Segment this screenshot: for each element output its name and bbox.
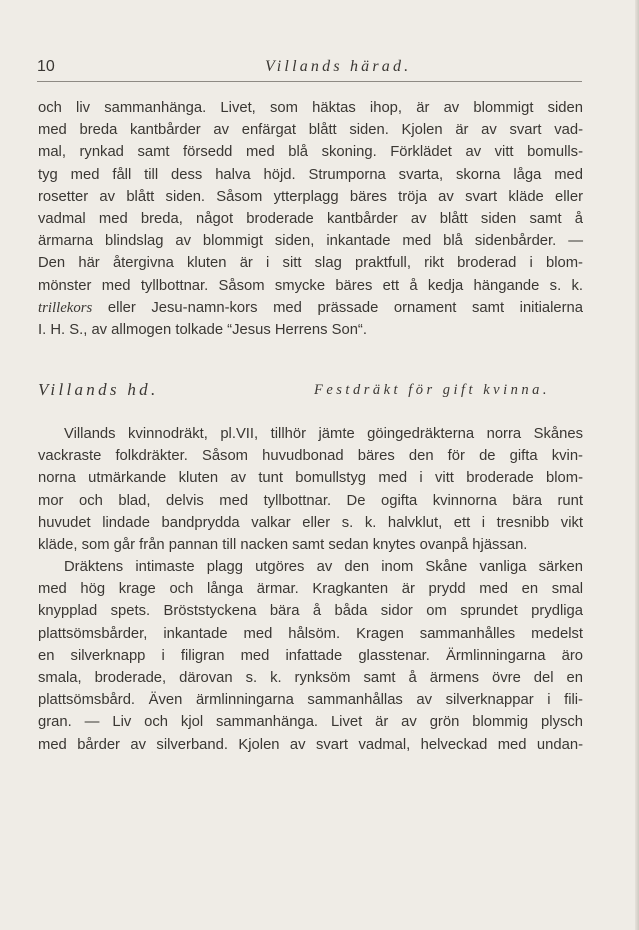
text-line: plattsömsbård. Även ärmlinningarna sammanhållas av silverknappar i fili-: [38, 692, 583, 709]
text-line: med breda kantbårder av enfärgat blått siden. Kjolen är av svart vad-: [38, 122, 583, 139]
text-line: rosetter av blått siden. Såsom ytterplagg bäres tröja av svart kläde eller: [38, 188, 583, 205]
section-subtitle: Festdräkt för gift kvinna.: [314, 382, 550, 398]
section-title: Villands hd.: [38, 380, 159, 399]
text-line: mal, rynkad samt försedd med blå skoning. Förklädet av vitt bomulls-: [38, 144, 583, 161]
page-number: 10: [37, 58, 55, 75]
text-line: plattsömsbårder, inkantade med hålsöm. Kragen sammanhålles medelst: [38, 625, 583, 642]
text-line: en silverknapp i filigran med infattade glasstenar. Ärmlinningarna äro: [38, 647, 583, 664]
page-edge: [635, 0, 639, 930]
text-line: vadmal med breda, något broderade kantbårder av blått siden samt å: [38, 210, 583, 227]
text-line: norna utmärkande kluten av tunt bomullstyg med i vitt broderade blom-: [38, 470, 583, 487]
text-line: vackraste folkdräkter. Såsom huvudbonad bäres den för de gifta kvin-: [38, 448, 583, 465]
text-line: huvudet lindade bandprydda valkar eller s. k. halvklut, ett i tresnibb vikt: [38, 514, 583, 531]
running-title: Villands härad.: [265, 58, 412, 75]
text-line: smala, broderade, därovan s. k. rynksöm samt å ärmens övre del en: [38, 669, 583, 686]
text-line: Dräktens intimaste plagg utgöres av den inom Skåne vanliga särken: [64, 559, 583, 575]
text-line: med bårder av silverband. Kjolen av svart vadmal, helveckad med undan-: [38, 736, 583, 753]
text-line: I. H. S., av allmogen tolkade “Jesus Herrens Son“.: [38, 321, 367, 338]
text-line: mönster med tyllbottnar. Såsom smycke bäres ett å kedja hängande s. k.: [38, 277, 583, 294]
italic-term: trillekors: [38, 299, 93, 316]
paragraph-2: [38, 423, 583, 556]
text-run: eller Jesu-namn-kors med prässade ornament samt initialerna: [92, 299, 583, 316]
text-line: knypplad spets. Bröststyckena bära å båda sidor om sprundet prydliga: [38, 603, 583, 620]
text-line: och liv sammanhänga. Livet, som häktas ihop, är av blommigt siden: [38, 100, 583, 116]
text-line: ärmarna blindslag av blommigt siden, inkantade med blå sidenbårder. —: [38, 233, 583, 250]
text-line: tyg med fåll till dess halva höjd. Strumporna svarta, skorna låga med: [38, 166, 583, 183]
text-line: Den här återgivna kluten är i sitt slag praktfull, rikt broderad i blom-: [38, 255, 583, 272]
text-line: [38, 297, 583, 319]
text-line: Villands kvinnodräkt, pl.VII, tillhör jämte göingedräkterna norra Skånes: [64, 426, 583, 442]
paragraph-3: [38, 556, 583, 756]
paragraph-1: [38, 97, 583, 341]
text-line: gran. — Liv och kjol sammanhänga. Livet är av grön blommig plysch: [38, 714, 583, 731]
page-header: [37, 58, 582, 80]
text-line: kläde, som går från pannan till nacken samt sedan knytes ovanpå hjässan.: [38, 536, 528, 553]
text-line: mor och blad, delvis med tyllbottnar. De ogifta kvinnorna bära runt: [38, 492, 583, 509]
header-rule: [37, 81, 582, 82]
text-line: med hög krage och långa ärmar. Kragkanten är prydd med en smal: [38, 581, 583, 598]
